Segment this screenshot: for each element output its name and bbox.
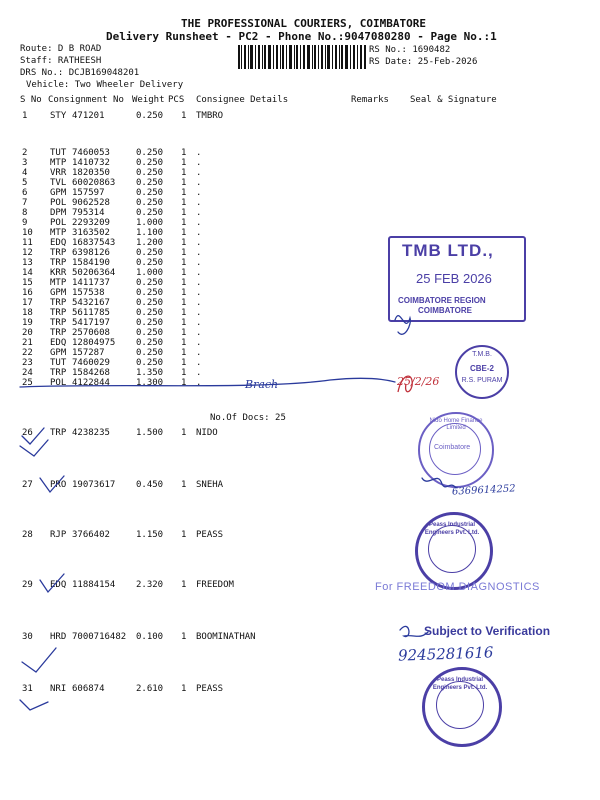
- row-code: TRP: [50, 368, 67, 378]
- row-consignee: .: [196, 358, 202, 368]
- row-number: 1584268: [72, 368, 110, 378]
- row-consignee: .: [196, 328, 202, 338]
- row-number: 606874: [72, 684, 105, 694]
- row-sno: 21: [22, 338, 33, 348]
- row-weight: 1.100: [136, 228, 164, 238]
- row-number: 5611785: [72, 308, 110, 318]
- table-row: [0, 208, 600, 218]
- row-weight: 0.250: [136, 348, 164, 358]
- row-code: GPM: [50, 188, 67, 198]
- row-consignee: .: [196, 378, 202, 388]
- row-sno: 22: [22, 348, 33, 358]
- row-sno: 4: [22, 168, 28, 178]
- row-pcs: 1: [181, 328, 187, 338]
- row-consignee: .: [196, 198, 202, 208]
- row-number: 16837543: [72, 238, 116, 248]
- row-code: TRP: [50, 258, 67, 268]
- table-row: [0, 158, 600, 168]
- subject-verification-stamp: Subject to Verification: [424, 624, 551, 638]
- col-sno: S No: [20, 95, 42, 105]
- row-weight: 0.250: [136, 248, 164, 258]
- tmb-round-mid: CBE-2: [469, 364, 494, 373]
- tmb-round-bottom: R.S. PURAM: [461, 377, 503, 384]
- row-pcs: 1: [181, 148, 187, 158]
- row-code: EDQ: [50, 580, 67, 590]
- row-sno: 30: [22, 632, 33, 642]
- row-weight: 0.250: [136, 111, 164, 121]
- row-sno: 11: [22, 238, 33, 248]
- row-code: STY: [50, 111, 67, 121]
- row-pcs: 1: [181, 178, 187, 188]
- row-pcs: 1: [181, 158, 187, 168]
- row-consignee: .: [196, 298, 202, 308]
- rs-number: RS No.: 1690482: [369, 45, 451, 55]
- runsheet-subtitle: Delivery Runsheet - PC2 - Phone No.:9047080280 - Page No.:1: [106, 30, 497, 43]
- row-sno: 5: [22, 178, 28, 188]
- handwritten-phone-1: 6369614252: [451, 483, 516, 498]
- row-number: 3163502: [72, 228, 110, 238]
- row-number: 7000716482: [72, 632, 127, 642]
- row-code: TRP: [50, 318, 67, 328]
- row-code: TRP: [50, 428, 67, 438]
- peass-ring-text-1: Peass Industrial Engineers Pvt. Ltd.: [424, 522, 480, 536]
- row-sno: 24: [22, 368, 33, 378]
- row-number: 5432167: [72, 298, 110, 308]
- row-number: 1411737: [72, 278, 110, 288]
- row-pcs: 1: [181, 318, 187, 328]
- table-row: [0, 148, 600, 158]
- handwritten-phone-2: 9245281616: [397, 643, 494, 665]
- row-number: 11884154: [72, 580, 116, 590]
- row-number: 5417197: [72, 318, 110, 328]
- row-consignee: .: [196, 258, 202, 268]
- row-pcs: 1: [181, 358, 187, 368]
- tmb-round-seal: [455, 345, 509, 399]
- col-consignee: Consignee Details: [196, 95, 289, 105]
- drs-number: DRS No.: DCJB169048201: [20, 68, 140, 78]
- nido-stamp: [418, 412, 494, 488]
- tick-31: [20, 700, 48, 710]
- row-weight: 0.250: [136, 338, 164, 348]
- row-consignee: .: [196, 168, 202, 178]
- row-sno: 8: [22, 208, 28, 218]
- row-pcs: 1: [181, 684, 187, 694]
- row-weight: 0.250: [136, 158, 164, 168]
- row-pcs: 1: [181, 198, 187, 208]
- row-sno: 13: [22, 258, 33, 268]
- row-weight: 1.150: [136, 530, 164, 540]
- table-row: [0, 428, 600, 438]
- row-pcs: 1: [181, 228, 187, 238]
- row-weight: 0.250: [136, 318, 164, 328]
- row-number: 1410732: [72, 158, 110, 168]
- row-pcs: 1: [181, 298, 187, 308]
- row-pcs: 1: [181, 258, 187, 268]
- row-pcs: 1: [181, 278, 187, 288]
- row-number: 7460053: [72, 148, 110, 158]
- row-weight: 0.250: [136, 288, 164, 298]
- handwritten-branch: Brach: [245, 378, 279, 391]
- row-number: 471201: [72, 111, 105, 121]
- row-pcs: 1: [181, 288, 187, 298]
- row-sno: 12: [22, 248, 33, 258]
- row-code: MTP: [50, 228, 67, 238]
- peass-stamp-1: [415, 512, 493, 590]
- row-consignee: .: [196, 308, 202, 318]
- route-label: Route: D B ROAD: [20, 44, 102, 54]
- row-consignee: .: [196, 148, 202, 158]
- row-code: TUT: [50, 358, 67, 368]
- peass-ring-text-2: Peass Industrial Engineers Pvt. Ltd.: [432, 677, 488, 691]
- row-weight: 2.610: [136, 684, 164, 694]
- table-row: [0, 684, 600, 694]
- freedom-stamp: For FREEDOM DIAGNOSTICS: [375, 581, 540, 593]
- table-row: [0, 530, 600, 540]
- row-consignee: .: [196, 278, 202, 288]
- row-consignee: .: [196, 188, 202, 198]
- row-consignee: .: [196, 248, 202, 258]
- row-consignee: PEASS: [196, 684, 224, 694]
- row-consignee: NIDO: [196, 428, 218, 438]
- row-sno: 7: [22, 198, 28, 208]
- rs-date: RS Date: 25-Feb-2026: [369, 57, 478, 67]
- peass-stamp-2: [422, 667, 502, 747]
- row-number: 4238235: [72, 428, 110, 438]
- row-code: EDQ: [50, 238, 67, 248]
- row-pcs: 1: [181, 368, 187, 378]
- row-pcs: 1: [181, 208, 187, 218]
- row-code: TRP: [50, 308, 67, 318]
- row-sno: 28: [22, 530, 33, 540]
- row-consignee: .: [196, 218, 202, 228]
- col-remarks: Remarks: [351, 95, 389, 105]
- nido-center-text: Coimbatore: [434, 444, 471, 451]
- row-sno: 31: [22, 684, 33, 694]
- row-pcs: 1: [181, 428, 187, 438]
- col-seal: Seal & Signature: [410, 95, 497, 105]
- row-consignee: .: [196, 338, 202, 348]
- col-weight: Weight: [132, 95, 165, 105]
- row-code: VRR: [50, 168, 67, 178]
- row-weight: 0.250: [136, 328, 164, 338]
- row-code: EDQ: [50, 338, 67, 348]
- row-code: POL: [50, 378, 67, 388]
- row-sno: 17: [22, 298, 33, 308]
- row-number: 3766402: [72, 530, 110, 540]
- staff-label: Staff: RATHEESH: [20, 56, 102, 66]
- row-number: 2570608: [72, 328, 110, 338]
- row-weight: 1.500: [136, 428, 164, 438]
- row-code: POL: [50, 198, 67, 208]
- row-sno: 20: [22, 328, 33, 338]
- row-sno: 25: [22, 378, 33, 388]
- row-number: 6398126: [72, 248, 110, 258]
- row-code: HRD: [50, 632, 67, 642]
- nido-ring-text: Nido Home Finance Limited: [429, 418, 483, 431]
- row-pcs: 1: [181, 378, 187, 388]
- row-weight: 0.100: [136, 632, 164, 642]
- row-consignee: .: [196, 178, 202, 188]
- row-number: 19073617: [72, 480, 116, 490]
- row-code: NRI: [50, 684, 67, 694]
- row-pcs: 1: [181, 580, 187, 590]
- table-row: [0, 218, 600, 228]
- row-sno: 16: [22, 288, 33, 298]
- row-weight: 0.250: [136, 358, 164, 368]
- row-sno: 1: [22, 111, 28, 121]
- row-code: TRP: [50, 328, 67, 338]
- row-number: 12804975: [72, 338, 116, 348]
- row-consignee: .: [196, 208, 202, 218]
- row-sno: 26: [22, 428, 33, 438]
- table-row: [0, 168, 600, 178]
- row-code: POL: [50, 218, 67, 228]
- tmb-stamp-name: TMB LTD.,: [402, 241, 494, 260]
- table-row: [0, 328, 600, 338]
- row-consignee: BOOMINATHAN: [196, 632, 256, 642]
- table-row: [0, 198, 600, 208]
- row-weight: 0.250: [136, 178, 164, 188]
- barcode: [238, 45, 366, 69]
- row-code: TRP: [50, 248, 67, 258]
- row-sno: 3: [22, 158, 28, 168]
- tick-26b: [20, 440, 48, 456]
- row-code: PRO: [50, 480, 67, 490]
- row-weight: 0.250: [136, 168, 164, 178]
- row-number: 9062528: [72, 198, 110, 208]
- row-weight: 1.300: [136, 378, 164, 388]
- row-weight: 1.000: [136, 218, 164, 228]
- table-row: [0, 378, 600, 388]
- row-sno: 27: [22, 480, 33, 490]
- row-pcs: 1: [181, 632, 187, 642]
- row-pcs: 1: [181, 188, 187, 198]
- row-code: MTP: [50, 278, 67, 288]
- row-code: TUT: [50, 148, 67, 158]
- tmb-round-top: T.M.B.: [472, 351, 492, 358]
- row-number: 7460029: [72, 358, 110, 368]
- table-row: [0, 188, 600, 198]
- row-sno: 15: [22, 278, 33, 288]
- row-number: 157538: [72, 288, 105, 298]
- row-sno: 6: [22, 188, 28, 198]
- row-sno: 29: [22, 580, 33, 590]
- row-pcs: 1: [181, 308, 187, 318]
- row-number: 795314: [72, 208, 105, 218]
- row-weight: 0.250: [136, 208, 164, 218]
- table-row: [0, 338, 600, 348]
- row-number: 60020863: [72, 178, 116, 188]
- row-sno: 19: [22, 318, 33, 328]
- row-sno: 23: [22, 358, 33, 368]
- row-number: 2293209: [72, 218, 110, 228]
- company-title: THE PROFESSIONAL COURIERS, COIMBATORE: [181, 17, 427, 30]
- row-number: 1820350: [72, 168, 110, 178]
- col-consignment: Consignment No: [48, 95, 124, 105]
- row-number: 50206364: [72, 268, 116, 278]
- row-code: RJP: [50, 530, 67, 540]
- table-row: [0, 368, 600, 378]
- row-weight: 1.200: [136, 238, 164, 248]
- row-pcs: 1: [181, 248, 187, 258]
- row-pcs: 1: [181, 111, 187, 121]
- row-consignee: .: [196, 288, 202, 298]
- row-code: KRR: [50, 268, 67, 278]
- row-code: TVL: [50, 178, 67, 188]
- row-weight: 2.320: [136, 580, 164, 590]
- row-consignee: .: [196, 268, 202, 278]
- col-pcs: PCS: [168, 95, 185, 105]
- table-row: [0, 178, 600, 188]
- row-weight: 0.250: [136, 188, 164, 198]
- row-consignee: TMBRO: [196, 111, 224, 121]
- row-weight: 1.350: [136, 368, 164, 378]
- row-pcs: 1: [181, 338, 187, 348]
- handwritten-date: 25/2/26: [397, 375, 440, 388]
- row-weight: 0.250: [136, 298, 164, 308]
- tmb-stamp-city: COIMBATORE: [418, 306, 472, 315]
- row-weight: 0.450: [136, 480, 164, 490]
- tick-30: [22, 648, 56, 672]
- row-number: 157287: [72, 348, 105, 358]
- row-weight: 1.000: [136, 268, 164, 278]
- row-consignee: .: [196, 348, 202, 358]
- row-code: GPM: [50, 348, 67, 358]
- row-code: TRP: [50, 298, 67, 308]
- row-consignee: .: [196, 158, 202, 168]
- row-pcs: 1: [181, 348, 187, 358]
- row-weight: 0.250: [136, 148, 164, 158]
- row-weight: 0.250: [136, 278, 164, 288]
- row-pcs: 1: [181, 480, 187, 490]
- row-pcs: 1: [181, 218, 187, 228]
- row-sno: 2: [22, 148, 28, 158]
- row-sno: 9: [22, 218, 28, 228]
- row-consignee: SNEHA: [196, 480, 224, 490]
- row-code: DPM: [50, 208, 67, 218]
- row-pcs: 1: [181, 530, 187, 540]
- row-weight: 0.250: [136, 308, 164, 318]
- row-number: 157597: [72, 188, 105, 198]
- table-row: [0, 111, 600, 121]
- row-consignee: .: [196, 228, 202, 238]
- row-consignee: PEASS: [196, 530, 224, 540]
- row-consignee: .: [196, 318, 202, 328]
- tmb-stamp-date: 25 FEB 2026: [416, 271, 492, 286]
- row-consignee: FREEDOM: [196, 580, 234, 590]
- row-weight: 0.250: [136, 258, 164, 268]
- table-row: [0, 358, 600, 368]
- tmb-bank-stamp: [388, 236, 526, 322]
- row-consignee: .: [196, 368, 202, 378]
- row-sno: 14: [22, 268, 33, 278]
- row-pcs: 1: [181, 238, 187, 248]
- row-code: MTP: [50, 158, 67, 168]
- docs-count: No.Of Docs: 25: [210, 413, 286, 423]
- row-number: 1584190: [72, 258, 110, 268]
- table-row: [0, 348, 600, 358]
- row-code: GPM: [50, 288, 67, 298]
- row-consignee: .: [196, 238, 202, 248]
- row-sno: 18: [22, 308, 33, 318]
- row-pcs: 1: [181, 168, 187, 178]
- row-sno: 10: [22, 228, 33, 238]
- row-weight: 0.250: [136, 198, 164, 208]
- row-number: 4122844: [72, 378, 110, 388]
- tmb-stamp-region: COIMBATORE REGION: [398, 296, 486, 305]
- vehicle-label: Vehicle: Two Wheeler Delivery: [26, 80, 184, 90]
- row-pcs: 1: [181, 268, 187, 278]
